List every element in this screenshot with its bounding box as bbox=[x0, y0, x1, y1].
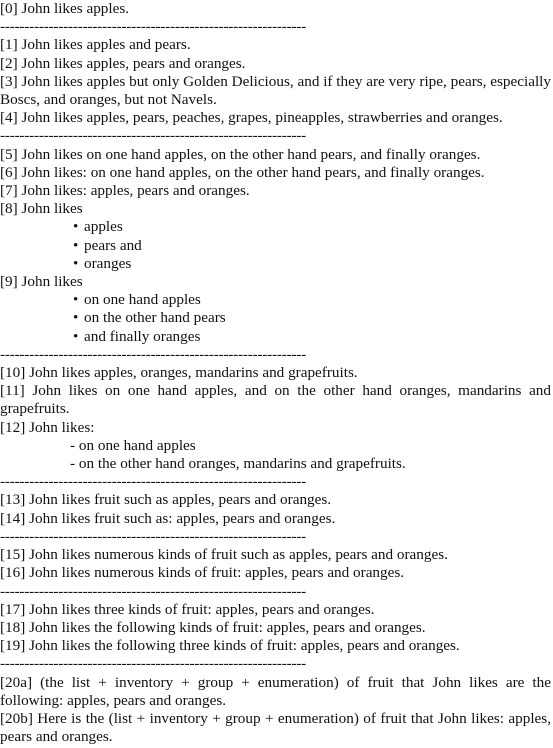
example-4: [4] John likes apples, pears, peaches, grapes, pineapples, strawberries and oranges. bbox=[0, 109, 503, 127]
example-16: [16] John likes numerous kinds of fruit: apples, pears and oranges. bbox=[0, 564, 405, 582]
example-2: [2] John likes apples, pears and oranges. bbox=[0, 54, 246, 72]
bullet-item: • oranges bbox=[0, 255, 551, 273]
example-1: [1] John likes apples and pears. bbox=[0, 36, 191, 54]
separator-line: --------------------------------------------------------------- bbox=[0, 18, 307, 36]
example-9: [9] John likes bbox=[0, 273, 83, 291]
bullet-item: • and finally oranges bbox=[0, 328, 551, 346]
example-13: [13] John likes fruit such as apples, pears and oranges. bbox=[0, 491, 332, 509]
bullet-item: • apples bbox=[0, 218, 551, 236]
example-20b: [20b] Here is the (list + inventory + group + enumeration) of fruit that John likes: apples, pears and oranges. bbox=[0, 709, 551, 746]
separator-line: --------------------------------------------------------------- bbox=[0, 655, 307, 673]
separator-line: --------------------------------------------------------------- bbox=[0, 345, 307, 363]
example-18: [18] John likes the following kinds of fruit: apples, pears and oranges. bbox=[0, 618, 426, 636]
example-17: [17] John likes three kinds of fruit: apples, pears and oranges. bbox=[0, 600, 375, 618]
dash-item: - on one hand apples bbox=[0, 437, 551, 455]
example-3: [3] John likes apples but only Golden Delicious, and if they are very ripe, pears, especially Boscs, and oranges, but not Navels. bbox=[0, 72, 551, 109]
separator-line: --------------------------------------------------------------- bbox=[0, 582, 307, 600]
example-10: [10] John likes apples, oranges, mandarins and grapefruits. bbox=[0, 364, 358, 382]
example-0: [0] John likes apples. bbox=[0, 0, 130, 17]
separator-line: --------------------------------------------------------------- bbox=[0, 527, 307, 545]
dash-item: - on the other hand oranges, mandarins and grapefruits. bbox=[0, 455, 551, 473]
bullet-item: • on one hand apples bbox=[0, 291, 551, 309]
example-7: [7] John likes: apples, pears and oranges. bbox=[0, 182, 250, 200]
example-5: [5] John likes on one hand apples, on the other hand pears, and finally oranges. bbox=[0, 145, 481, 163]
example-19: [19] John likes the following three kinds of fruit: apples, pears and oranges. bbox=[0, 637, 460, 655]
bullet-item: • on the other hand pears bbox=[0, 309, 551, 327]
bullet-item: • pears and bbox=[0, 237, 551, 255]
example-20a: [20a] (the list + inventory + group + enumeration) of fruit that John likes are the following: apples, pears and oranges. bbox=[0, 673, 551, 709]
example-11: [11] John likes on one hand apples, and on the other hand oranges, mandarins and grapefruits. bbox=[0, 382, 551, 418]
example-12: [12] John likes: bbox=[0, 418, 95, 436]
separator-line: --------------------------------------------------------------- bbox=[0, 127, 307, 145]
example-8: [8] John likes bbox=[0, 200, 83, 218]
separator-line: --------------------------------------------------------------- bbox=[0, 473, 307, 491]
example-15: [15] John likes numerous kinds of fruit such as apples, pears and oranges. bbox=[0, 546, 448, 564]
example-14: [14] John likes fruit such as: apples, pears and oranges. bbox=[0, 509, 336, 527]
example-6: [6] John likes: on one hand apples, on the other hand pears, and finally oranges. bbox=[0, 163, 485, 181]
